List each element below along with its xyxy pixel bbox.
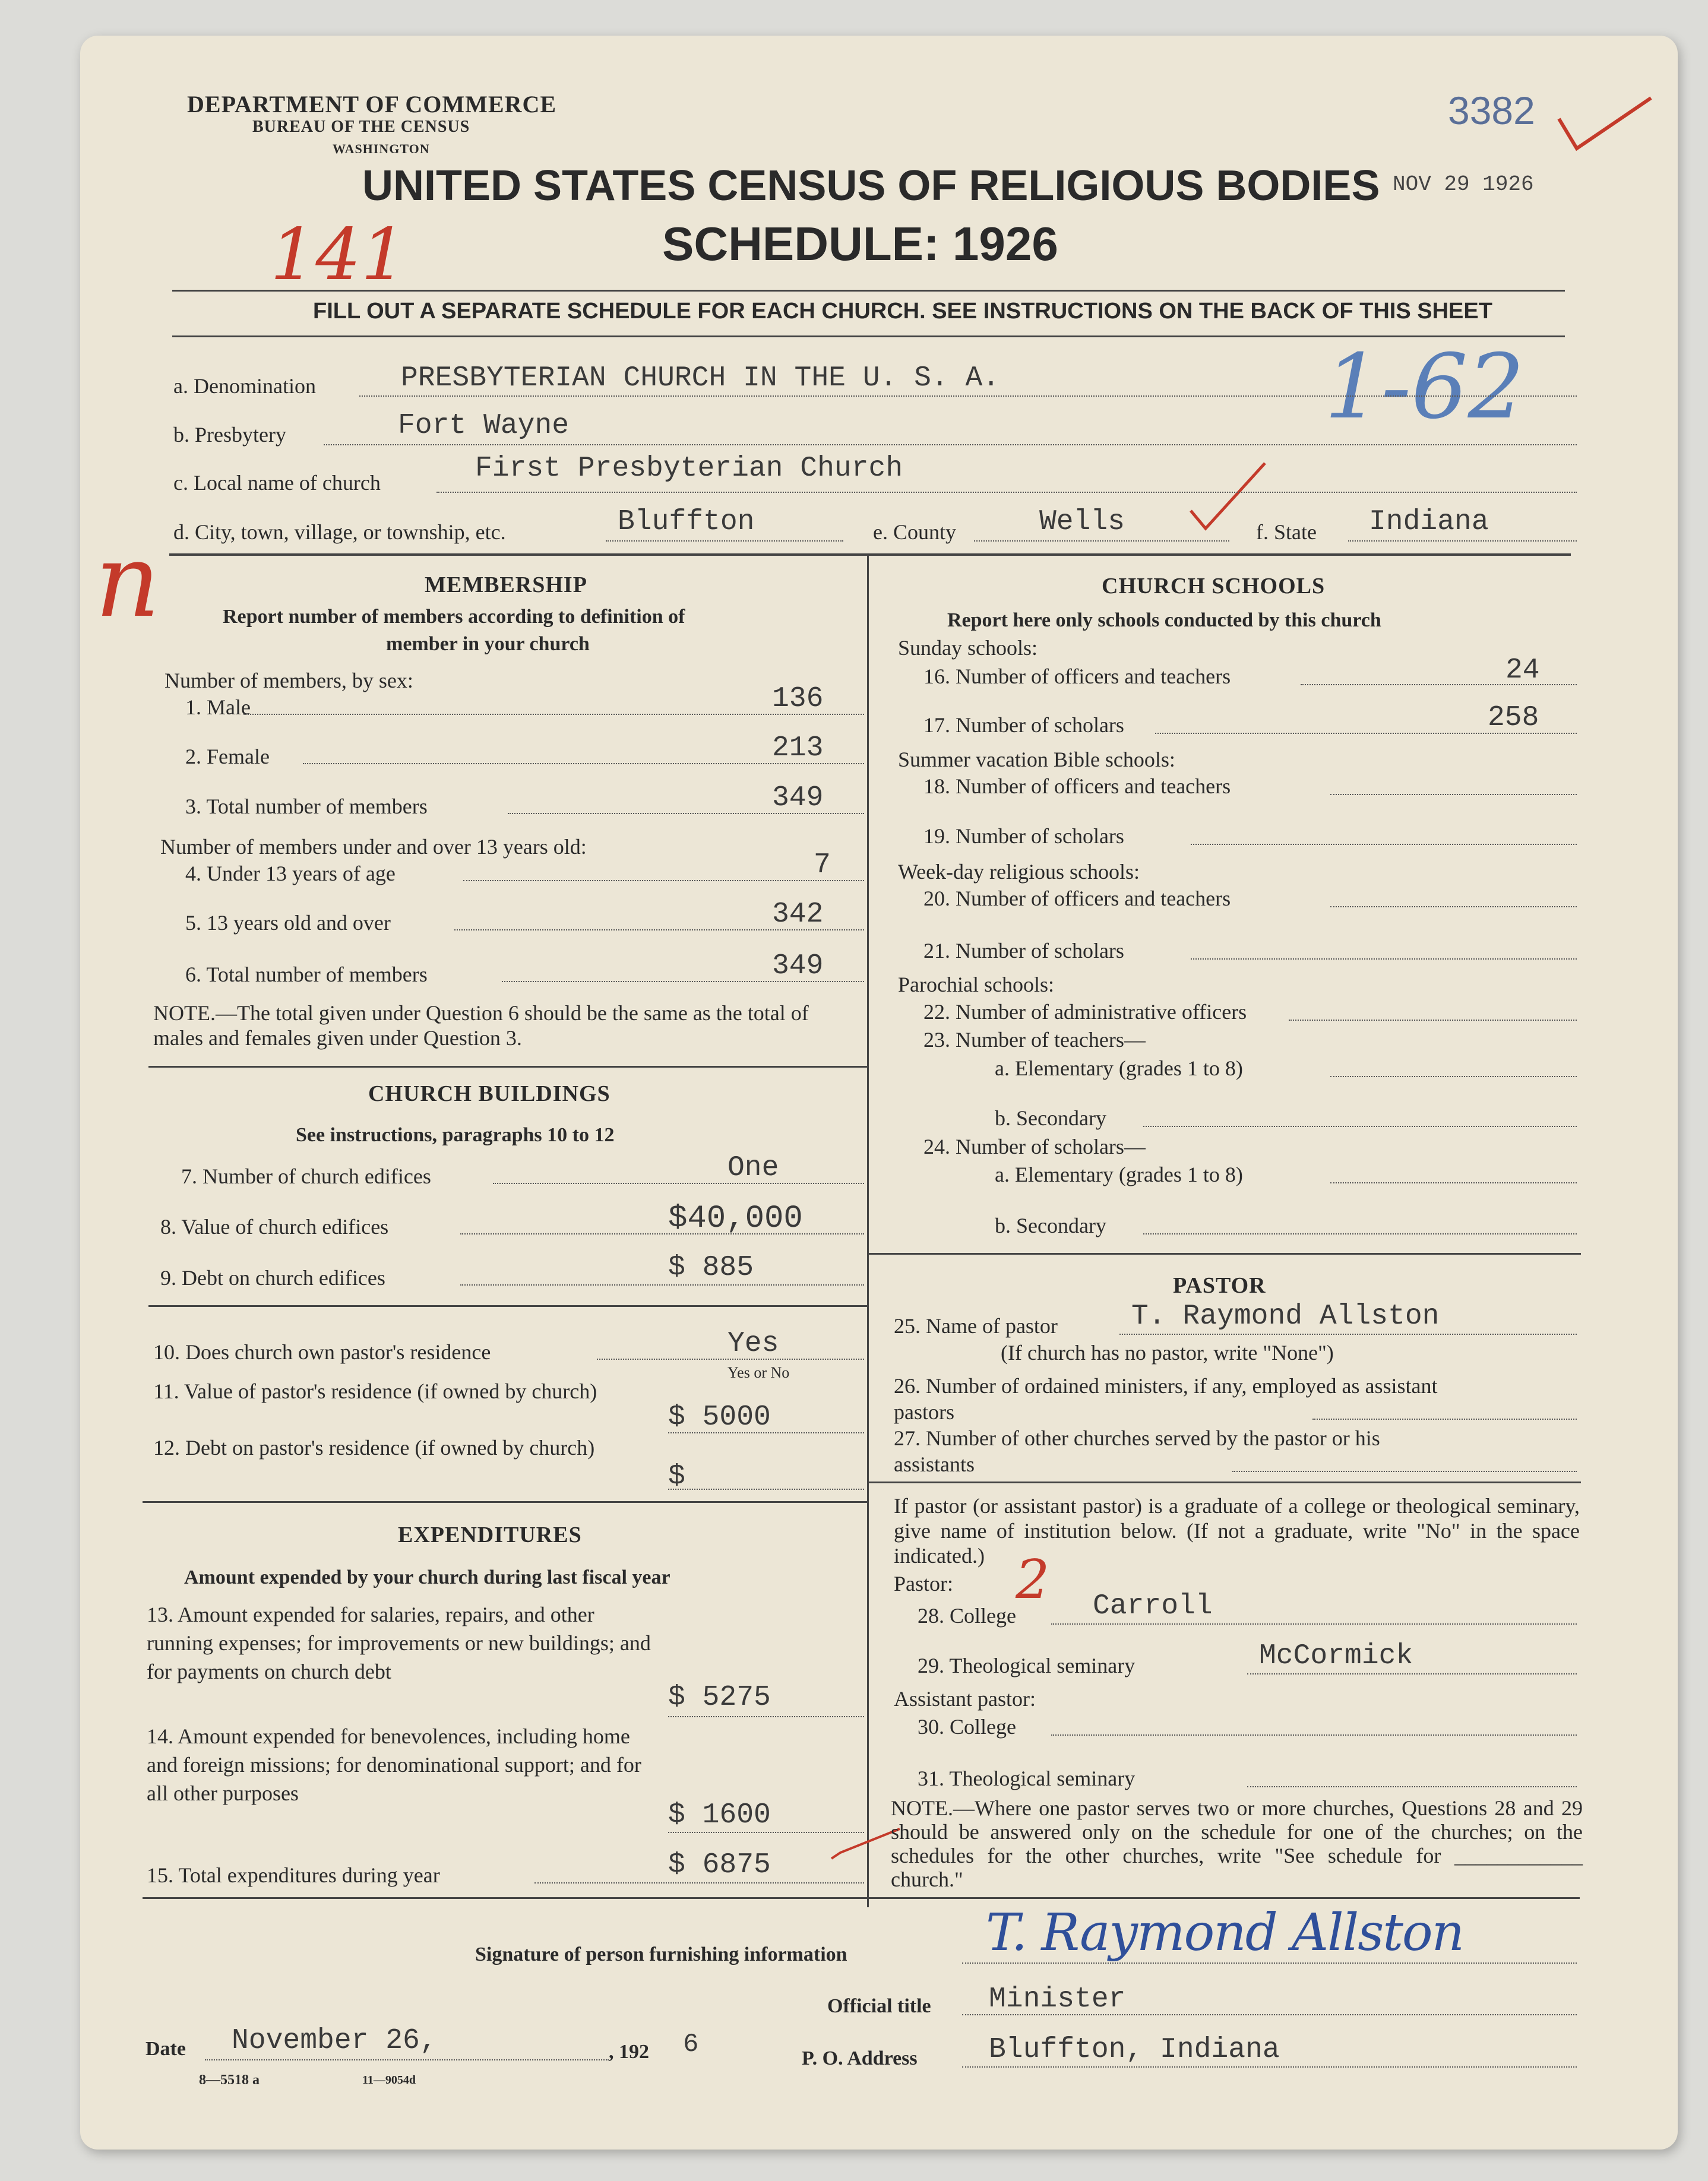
- pastor-rule: [868, 1253, 1581, 1255]
- county-label: e. County: [873, 520, 956, 544]
- year-prefix: , 192: [609, 2041, 649, 2063]
- dotline-q7: [493, 1183, 864, 1184]
- q7-label: 7. Number of church edifices: [181, 1164, 431, 1188]
- signature-label: Signature of person furnishing information: [475, 1943, 847, 1965]
- q17-label: 17. Number of scholars: [923, 713, 1124, 737]
- q15-value[interactable]: $ 6875: [668, 1849, 771, 1881]
- q30-label: 30. College: [918, 1715, 1016, 1739]
- q13-value[interactable]: $ 5275: [668, 1682, 771, 1714]
- q4-value[interactable]: 7: [814, 849, 831, 881]
- denomination-value[interactable]: PRESBYTERIAN CHURCH IN THE U. S. A.: [401, 362, 1000, 394]
- q5-value[interactable]: 342: [772, 898, 824, 930]
- q29-value[interactable]: McCormick: [1259, 1640, 1413, 1672]
- membership-subtitle-2: member in your church: [386, 633, 590, 655]
- q27-label: 27. Number of other churches served by the pastor or his assistants: [894, 1426, 1380, 1476]
- residence-rule: [148, 1305, 867, 1307]
- dotline-q29: [1247, 1673, 1577, 1674]
- q10-label: 10. Does church own pastor's residence: [153, 1340, 491, 1364]
- column-divider: [867, 553, 869, 1907]
- by-sex-label: Number of members, by sex:: [165, 669, 413, 692]
- dotline-q8: [460, 1233, 864, 1234]
- dotline-b: [324, 444, 1577, 445]
- q3-label: 3. Total number of members: [185, 794, 428, 818]
- q7-value[interactable]: One: [728, 1152, 779, 1184]
- presbytery-value[interactable]: Fort Wayne: [398, 410, 570, 442]
- q16-label: 16. Number of officers and teachers: [923, 664, 1231, 688]
- handwritten-mark-2: 2: [1016, 1549, 1050, 1611]
- dotline-c: [437, 492, 1577, 493]
- handwritten-code: 1-62: [1324, 335, 1524, 439]
- grad-rule: [868, 1482, 1581, 1483]
- dotline-q18: [1330, 794, 1577, 795]
- dotline-e: [974, 540, 1229, 542]
- dotline-q28: [1051, 1623, 1577, 1625]
- q23b-label: b. Secondary: [995, 1106, 1106, 1130]
- q19-label: 19. Number of scholars: [923, 824, 1124, 848]
- q10-value[interactable]: Yes: [728, 1328, 779, 1360]
- q25-hint: (If church has no pastor, write "None"): [1001, 1341, 1334, 1365]
- q6-value[interactable]: 349: [772, 950, 824, 982]
- dotline-q22: [1289, 1020, 1577, 1021]
- dotline-q20: [1330, 906, 1577, 907]
- q9-label: 9. Debt on church edifices: [160, 1266, 385, 1290]
- city-value[interactable]: Bluffton: [618, 506, 755, 538]
- q28-label: 28. College: [918, 1604, 1016, 1628]
- print-number: 11—9054d: [362, 2074, 416, 2087]
- dotline-q19: [1191, 844, 1577, 845]
- buildings-heading: CHURCH BUILDINGS: [368, 1081, 611, 1106]
- official-title-label: Official title: [827, 1995, 931, 2017]
- dotline-q13: [668, 1716, 864, 1717]
- dotline-address: [962, 2066, 1577, 2068]
- graduate-note: If pastor (or assistant pastor) is a graduate of a college or theological seminary, give name of institution below. (If not a graduate, write "No" in the space indicated.): [894, 1494, 1580, 1568]
- q23-label: 23. Number of teachers—: [923, 1028, 1146, 1052]
- date-value[interactable]: November 26,: [232, 2025, 437, 2057]
- q9-value[interactable]: $ 885: [668, 1252, 754, 1284]
- denomination-label: a. Denomination: [173, 374, 316, 398]
- q18-label: 18. Number of officers and teachers: [923, 774, 1231, 798]
- dotline-q24b: [1143, 1233, 1577, 1234]
- parochial-schools-label: Parochial schools:: [898, 973, 1054, 996]
- red-check-top: [1556, 89, 1657, 154]
- dotline-signature: [962, 1962, 1577, 1964]
- q25-value[interactable]: T. Raymond Allston: [1131, 1300, 1440, 1332]
- q24-label: 24. Number of scholars—: [923, 1135, 1146, 1158]
- church-name-label: c. Local name of church: [173, 471, 381, 495]
- q24b-label: b. Secondary: [995, 1214, 1106, 1237]
- q20-label: 20. Number of officers and teachers: [923, 887, 1231, 910]
- sunday-schools-label: Sunday schools:: [898, 636, 1038, 660]
- dotline-q1: [243, 714, 864, 715]
- q21-label: 21. Number of scholars: [923, 939, 1124, 963]
- handwritten-mark-left: n: [95, 523, 160, 640]
- q8-label: 8. Value of church edifices: [160, 1215, 389, 1239]
- schools-heading: CHURCH SCHOOLS: [1102, 574, 1326, 599]
- q16-value[interactable]: 24: [1505, 654, 1540, 686]
- signature-rule: [143, 1897, 1580, 1899]
- assistant-sub-label: Assistant pastor:: [894, 1687, 1036, 1711]
- schedule-title: SCHEDULE: 1926: [662, 217, 1058, 270]
- expenditures-subtitle: Amount expended by your church during last fiscal year: [184, 1566, 670, 1588]
- county-value[interactable]: Wells: [1039, 506, 1125, 538]
- q26-label: 26. Number of ordained ministers, if any, employed as assistant pastors: [894, 1374, 1438, 1424]
- membership-note: NOTE.—The total given under Question 6 should be the same as the total of males and females given under Question 3.: [153, 1001, 809, 1050]
- expenditures-rule: [143, 1501, 867, 1503]
- buildings-subtitle: See instructions, paragraphs 10 to 12: [296, 1124, 615, 1146]
- dotline-q23a: [1330, 1076, 1577, 1077]
- dotline-q27: [1232, 1471, 1577, 1472]
- date-stamp: NOV 29 1926: [1393, 172, 1534, 197]
- form-title: UNITED STATES CENSUS OF RELIGIOUS BODIES: [362, 162, 1380, 210]
- q24a-label: a. Elementary (grades 1 to 8): [995, 1163, 1243, 1186]
- dotline-date: [205, 2059, 609, 2060]
- q10-hint: Yes or No: [728, 1364, 790, 1381]
- dotline-q30: [1051, 1734, 1577, 1736]
- year-value[interactable]: 6: [683, 2030, 699, 2059]
- dotline-q26: [1312, 1419, 1577, 1420]
- summer-schools-label: Summer vacation Bible schools:: [898, 748, 1175, 771]
- expenditures-heading: EXPENDITURES: [398, 1522, 582, 1547]
- dotline-q4: [463, 880, 864, 881]
- q11-value[interactable]: $ 5000: [668, 1401, 771, 1433]
- fill-out-instruction: FILL OUT A SEPARATE SCHEDULE FOR EACH CHURCH. SEE INSTRUCTIONS ON THE BACK OF THIS SHEET: [313, 299, 1492, 324]
- q2-label: 2. Female: [185, 745, 270, 768]
- q12-label: 12. Debt on pastor's residence (if owned by church): [153, 1436, 595, 1460]
- dept-heading: DEPARTMENT OF COMMERCE: [187, 91, 557, 118]
- po-address-value[interactable]: Bluffton, Indiana: [989, 2034, 1280, 2066]
- dotline-q21: [1191, 958, 1577, 960]
- q15-label: 15. Total expenditures during year: [147, 1863, 440, 1887]
- q13-label: 13. Amount expended for salaries, repairs, and other running expenses; for improvements or new buildings; and for payments on church debt: [147, 1603, 651, 1683]
- q12-value[interactable]: $: [668, 1461, 685, 1493]
- city-heading: WASHINGTON: [333, 141, 430, 156]
- dotline-q15: [534, 1882, 864, 1884]
- state-label: f. State: [1256, 520, 1317, 544]
- q28-value[interactable]: Carroll: [1093, 1590, 1213, 1622]
- q22-label: 22. Number of administrative officers: [923, 1000, 1247, 1024]
- q6-label: 6. Total number of members: [185, 963, 428, 986]
- schools-subtitle: Report here only schools conducted by this church: [947, 609, 1381, 631]
- city-label: d. City, town, village, or township, etc.: [173, 520, 506, 544]
- q17-value[interactable]: 258: [1488, 702, 1539, 734]
- handwritten-number-141: 141: [270, 214, 407, 296]
- document-number: 3382: [1448, 88, 1535, 132]
- q11-label: 11. Value of pastor's residence (if owned by church): [153, 1379, 597, 1403]
- dotline-f: [1348, 540, 1577, 542]
- bureau-heading: BUREAU OF THE CENSUS: [252, 118, 470, 136]
- pastor-heading: PASTOR: [1173, 1273, 1266, 1298]
- dotline-q31: [1247, 1786, 1577, 1787]
- q1-value[interactable]: 136: [772, 683, 824, 715]
- state-value[interactable]: Indiana: [1369, 506, 1489, 538]
- q4-label: 4. Under 13 years of age: [185, 862, 396, 885]
- q3-value[interactable]: 349: [772, 782, 824, 814]
- q5-label: 5. 13 years old and over: [185, 911, 391, 935]
- membership-heading: MEMBERSHIP: [425, 572, 587, 597]
- po-address-label: P. O. Address: [802, 2047, 918, 2069]
- dotline-q12: [668, 1489, 864, 1490]
- dotline-q23b: [1143, 1126, 1577, 1127]
- dotline-q25: [1119, 1334, 1577, 1335]
- official-title-value[interactable]: Minister: [989, 1983, 1126, 2015]
- date-label: Date: [146, 2038, 186, 2060]
- dotline-q24a: [1330, 1182, 1577, 1183]
- q2-value[interactable]: 213: [772, 732, 824, 764]
- q23a-label: a. Elementary (grades 1 to 8): [995, 1056, 1243, 1080]
- buildings-rule: [148, 1066, 867, 1068]
- church-name-value[interactable]: First Presbyterian Church: [475, 452, 903, 485]
- weekday-schools-label: Week-day religious schools:: [898, 860, 1140, 884]
- q29-label: 29. Theological seminary: [918, 1654, 1135, 1677]
- membership-subtitle-1: Report number of members according to definition of: [223, 606, 685, 628]
- section-rule: [169, 553, 1571, 556]
- form-number: 8—5518 a: [199, 2072, 260, 2088]
- pastor-note: NOTE.—Where one pastor serves two or more churches, Questions 28 and 29 should be answered only on the schedule for one of the churches; on the schedules for the other churches, write "See schedule for ____________ church.": [891, 1796, 1583, 1891]
- q1-label: 1. Male: [185, 695, 251, 719]
- dotline-q9: [460, 1284, 864, 1286]
- q14-value[interactable]: $ 1600: [668, 1799, 771, 1831]
- dotline-a: [359, 395, 1577, 397]
- presbytery-label: b. Presbytery: [173, 423, 286, 447]
- q31-label: 31. Theological seminary: [918, 1767, 1135, 1790]
- q8-value[interactable]: $40,000: [668, 1201, 803, 1237]
- by-age-label: Number of members under and over 13 years old:: [160, 835, 587, 859]
- pastor-sub-label: Pastor:: [894, 1572, 954, 1596]
- dotline-d: [606, 540, 843, 542]
- q14-label: 14. Amount expended for benevolences, including home and foreign missions; for denominational support; and for all other purposes: [147, 1724, 641, 1805]
- q25-label: 25. Name of pastor: [894, 1314, 1058, 1338]
- signature-value[interactable]: T. Raymond Allston: [986, 1903, 1464, 1962]
